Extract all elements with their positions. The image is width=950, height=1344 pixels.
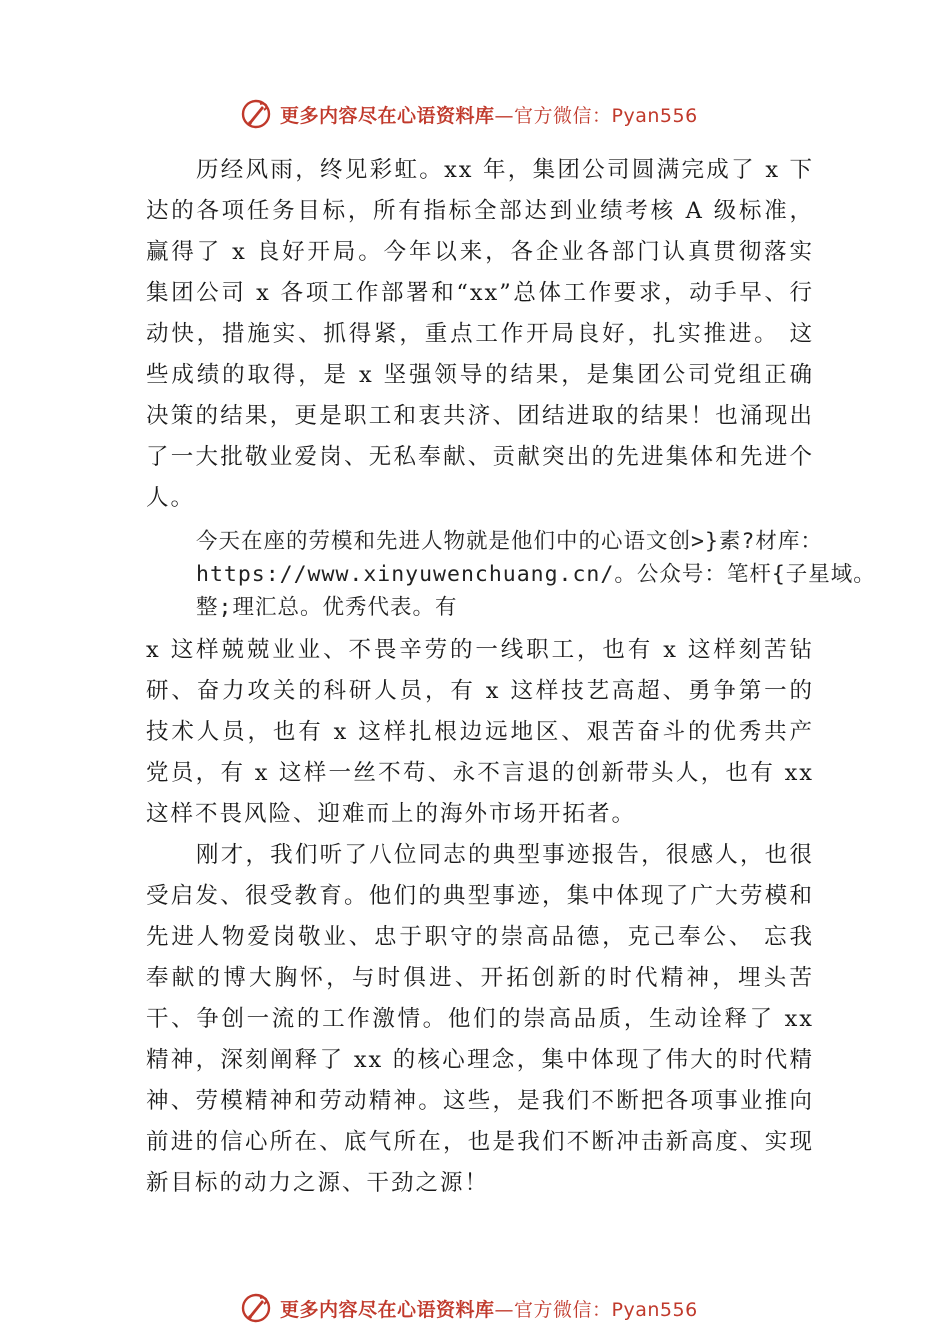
banner-wechat-text: —官方微信：Pyan556	[494, 1298, 698, 1321]
inserted-watermark-paragraph: 今天在座的劳模和先进人物就是他们中的心语文创>}素?材库：https://www.xinyuwenchuang.cn/。公众号：笔杆{子星域。整;理汇总。优秀代表。有	[196, 529, 876, 620]
quill-pen-logo-icon	[240, 1292, 272, 1324]
paragraph-3: x 这样兢兢业业、不畏辛劳的一线职工，也有 x 这样刻苦钻研、奋力攻关的科研人员，有 x 这样技艺高超、勇争第一的技术人员，也有 x 这样扎根边远地区、艰苦奋斗的优秀共产党员，有 x 这样一丝不苟、永不言退的创新带头人，也有 xx 这样不畏风险、迎难而上的海外市场开拓者。	[146, 637, 814, 827]
paragraph-4: 刚才，我们听了八位同志的典型事迹报告，很感人，也很受启发、很受教育。他们的典型事迹，集中体现了广大劳模和先进人物爱岗敬业、忠于职守的崇高品德，克己奉公、 忘我奉献的博大胸怀，与时俱进、开拓创新的时代精神，埋头苦干、争创一流的工作激情。他们的崇高品质，生动诠释了 xx 精神，深刻阐释了 xx 的核心理念，集中体现了伟大的时代精神、劳模精神和劳动精神。这些，是我们不断把各项事业推向前进的信心所在、底气所在，也是我们不断冲击新高度、实现新目标的动力之源、干劲之源！	[146, 842, 814, 1196]
banner-main-text: 更多内容尽在心语资料库	[280, 104, 495, 127]
quill-pen-logo-icon	[240, 98, 272, 130]
footer-banner	[240, 1290, 698, 1326]
banner-wechat-text: —官方微信：Pyan556	[494, 104, 698, 127]
banner-main-text: 更多内容尽在心语资料库	[280, 1298, 495, 1321]
document-body	[146, 150, 876, 1204]
paragraph-1: 历经风雨，终见彩虹。xx 年，集团公司圆满完成了 x 下达的各项任务目标，所有指标全部达到业绩考核 A 级标准，赢得了 x 良好开局。今年以来，各企业各部门认真贯彻落实集团公司 x 各项工作部署和“xx”总体工作要求，动手早、行动快，措施实、抓得紧，重点工作开局良好，扎实推进。 这些成绩的取得，是 x 坚强领导的结果，是集团公司党组正确决策的结果，更是职工和衷共济、团结进取的结果！也涌现出了一大批敬业爱岗、无私奉献、贡献突出的先进集体和先进个人。	[146, 157, 814, 511]
header-banner	[240, 96, 698, 132]
